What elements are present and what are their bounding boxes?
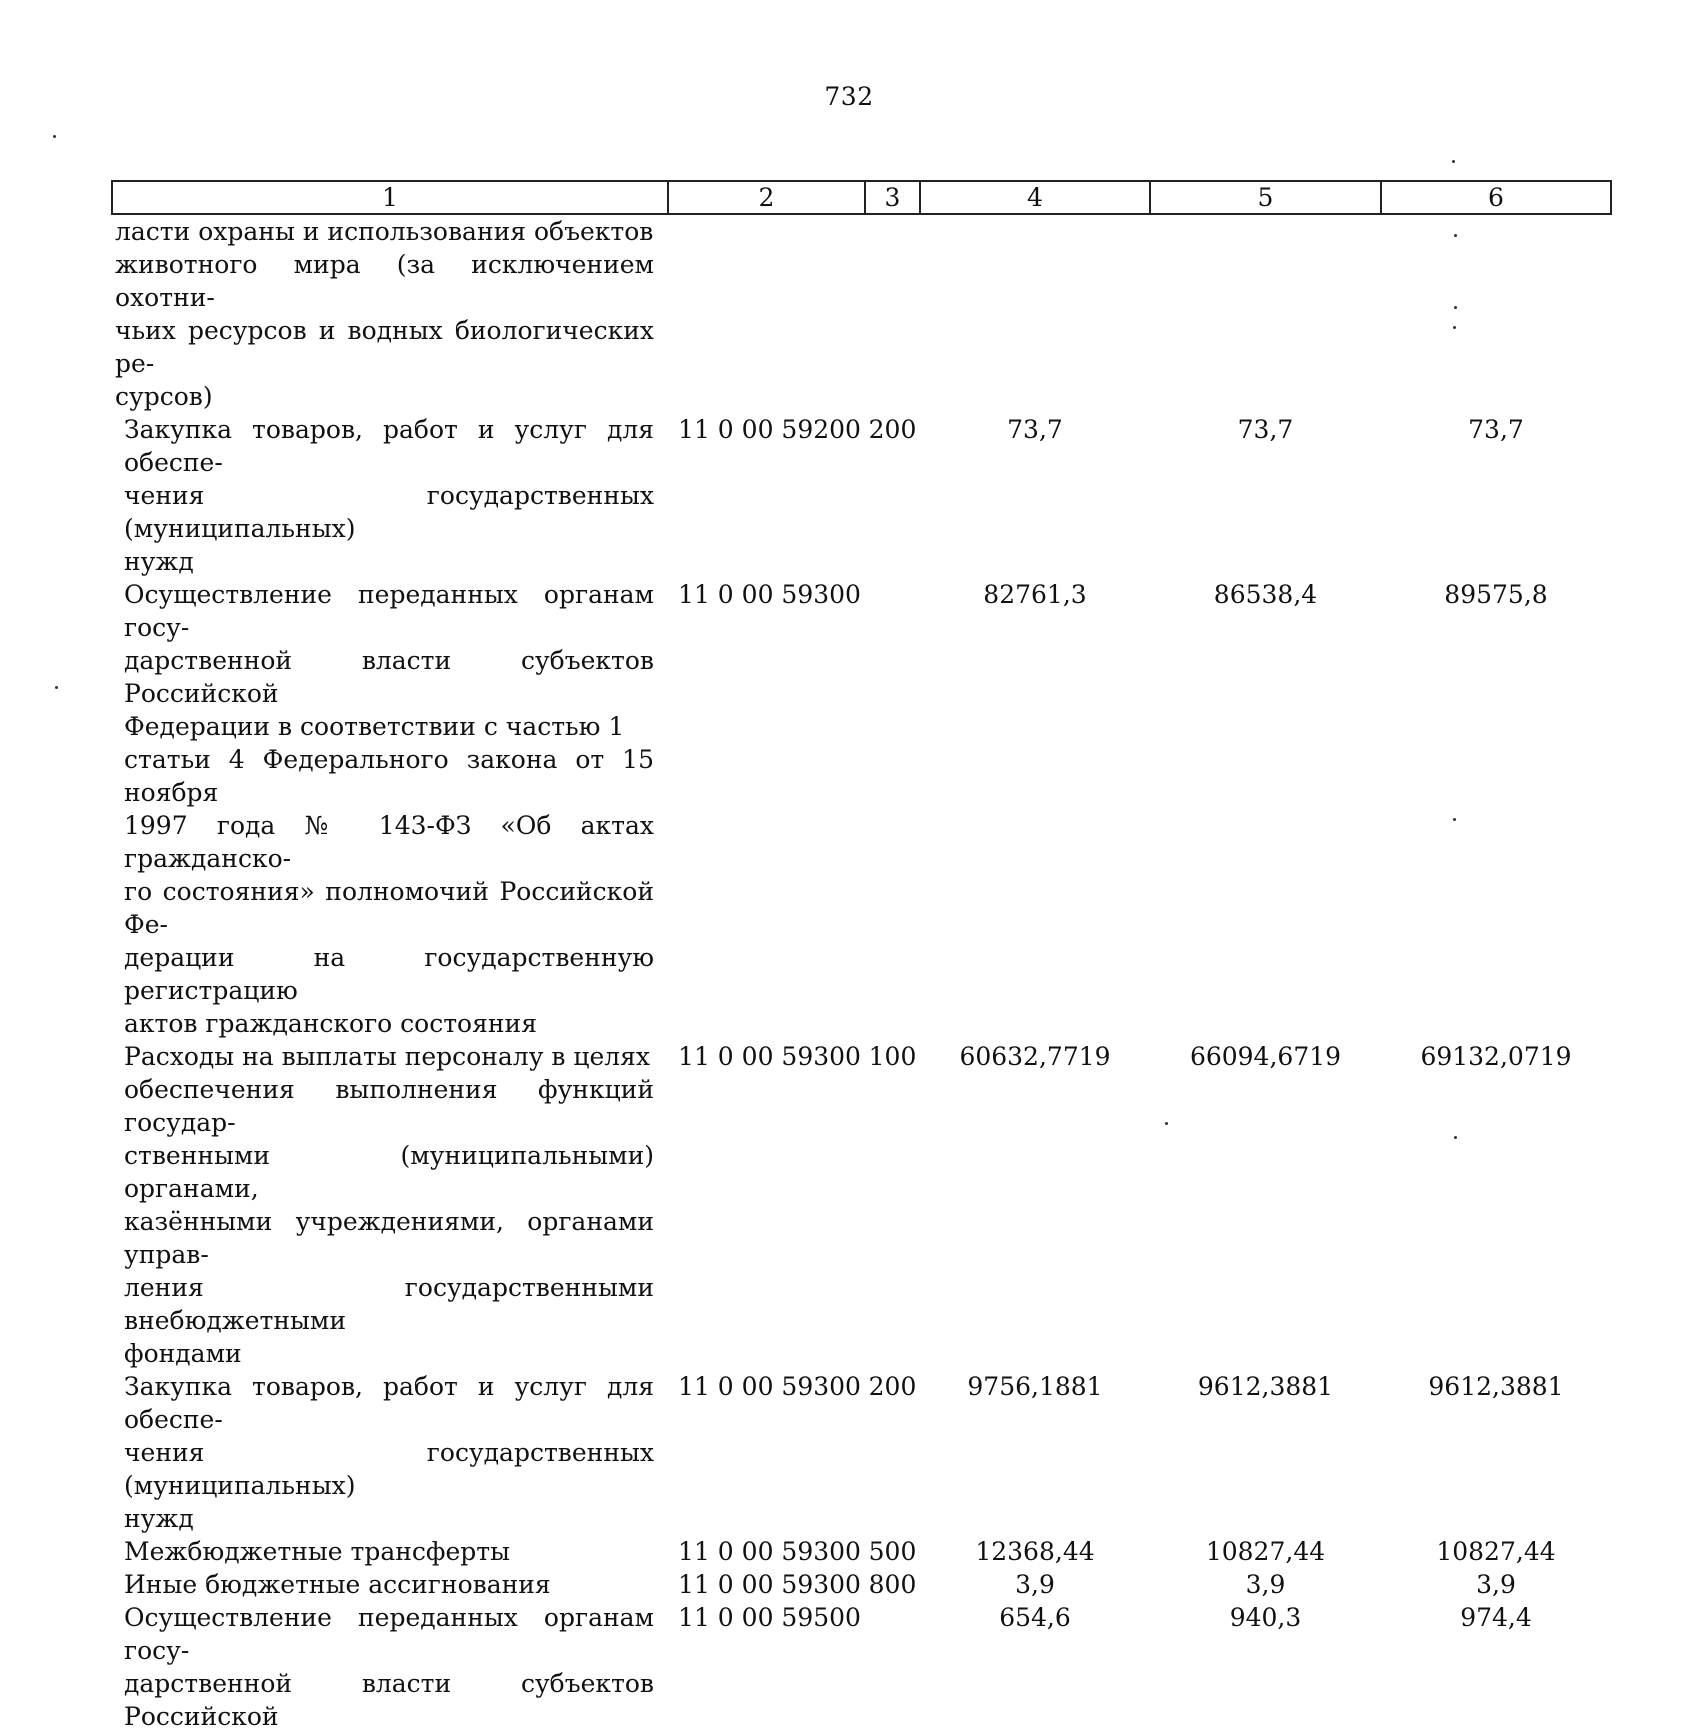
row-target-code: 11 0 00 59300	[678, 1042, 861, 1071]
row-value-col-5: 10827,44	[1205, 1537, 1326, 1566]
scan-speck	[1454, 1136, 1457, 1139]
scan-speck	[1452, 160, 1455, 163]
row-value-col-6: 89575,8	[1444, 580, 1548, 609]
row-name: Осуществление переданных органам госу- дарственной власти субъектов Российской Федерации в соответствии с частью 1 статьи 4 Федерального закона от 15 ноября 1997 года № 143-ФЗ «Об актах гражданско- го состояния» полномочий Российской Фе- дерации на государственную регистрацию актов гражданского состояния	[124, 580, 654, 1038]
scan-speck	[1454, 306, 1457, 309]
row-expense-type	[865, 214, 920, 413]
row-expense-type	[865, 1601, 920, 1733]
row-name: Закупка товаров, работ и услуг для обеспе- чения государственных (муниципальных) нужд	[124, 415, 654, 576]
row-target-code: 11 0 00 59500	[678, 1603, 861, 1632]
table-row	[112, 214, 1611, 413]
table-row	[112, 1535, 1611, 1568]
row-expense-type: 200	[868, 1372, 917, 1401]
row-value-col-4: 3,9	[1015, 1570, 1055, 1599]
scan-speck	[53, 135, 56, 138]
row-expense-type: 500	[868, 1537, 917, 1566]
row-value-col-4: 82761,3	[983, 580, 1087, 609]
row-value-col-6	[1381, 214, 1611, 413]
row-value-col-5: 940,3	[1229, 1603, 1302, 1632]
row-name: Иные бюджетные ассигнования	[124, 1570, 551, 1599]
table-row	[112, 1601, 1611, 1733]
row-expense-type: 100	[868, 1042, 917, 1071]
header-col-2: 2	[668, 181, 865, 214]
row-target-code: 11 0 00 59300	[678, 1570, 861, 1599]
scan-speck	[55, 686, 58, 689]
row-expense-type: 800	[868, 1570, 917, 1599]
row-name: Осуществление переданных органам госу- дарственной власти субъектов Российской	[124, 1603, 654, 1731]
row-target-code: 11 0 00 59300	[678, 1537, 861, 1566]
page-number: 732	[824, 82, 874, 111]
row-target-code: 11 0 00 59200	[678, 415, 861, 444]
table-header	[112, 181, 1611, 214]
header-row	[112, 181, 1611, 214]
header-col-1: 1	[112, 181, 668, 214]
header-col-4: 4	[920, 181, 1150, 214]
row-value-col-5: 73,7	[1237, 415, 1294, 444]
row-value-col-5: 86538,4	[1213, 580, 1318, 609]
scan-speck	[1453, 326, 1456, 329]
table-body	[112, 214, 1611, 1733]
row-value-col-5: 3,9	[1245, 1570, 1286, 1599]
row-value-col-4: 12368,44	[975, 1537, 1095, 1566]
row-name: ласти охраны и использования объектов животного мира (за исключением охотни- чьих ресурсов и водных биологических ре- сурсов)	[115, 217, 654, 411]
row-value-col-4: 73,7	[1007, 415, 1063, 444]
row-value-col-6: 974,4	[1460, 1603, 1532, 1632]
budget-table-container	[111, 180, 1610, 1733]
row-name: Межбюджетные трансферты	[124, 1537, 511, 1566]
row-name: Расходы на выплаты персоналу в целях обеспечения выполнения функций государ- ственными (муниципальными) органами, казёнными учреждениями, органами управ- ления государственными внебюджетными фондами	[124, 1042, 654, 1368]
row-value-col-4: 60632,7719	[959, 1042, 1111, 1071]
table-row	[112, 1568, 1611, 1601]
scan-speck	[1454, 234, 1457, 237]
scan-speck	[1453, 818, 1456, 821]
row-value-col-5: 66094,6719	[1189, 1042, 1342, 1071]
row-value-col-5	[1150, 214, 1381, 413]
row-value-col-5: 9612,3881	[1197, 1372, 1334, 1401]
row-value-col-6: 3,9	[1476, 1570, 1516, 1599]
row-target-code: 11 0 00 59300	[678, 1372, 861, 1401]
row-value-col-4	[920, 214, 1150, 413]
row-name: Закупка товаров, работ и услуг для обеспе- чения государственных (муниципальных) нужд	[124, 1372, 654, 1533]
table-row	[112, 1040, 1611, 1370]
row-value-col-6: 9612,3881	[1428, 1372, 1564, 1401]
scan-speck	[1165, 1122, 1168, 1125]
row-value-col-4: 9756,1881	[967, 1372, 1103, 1401]
row-value-col-6: 73,7	[1468, 415, 1524, 444]
table-row	[112, 578, 1611, 1040]
budget-table	[111, 180, 1612, 1733]
header-col-3: 3	[865, 181, 920, 214]
row-value-col-6: 10827,44	[1436, 1537, 1556, 1566]
row-expense-type: 200	[868, 415, 917, 444]
row-target-code: 11 0 00 59300	[678, 580, 861, 609]
header-col-5: 5	[1150, 181, 1381, 214]
row-expense-type	[865, 578, 920, 1040]
row-value-col-6: 69132,0719	[1420, 1042, 1572, 1071]
table-row	[112, 1370, 1611, 1535]
table-row	[112, 413, 1611, 578]
row-target-code	[668, 214, 865, 413]
row-value-col-4: 654,6	[999, 1603, 1071, 1632]
header-col-6: 6	[1381, 181, 1611, 214]
